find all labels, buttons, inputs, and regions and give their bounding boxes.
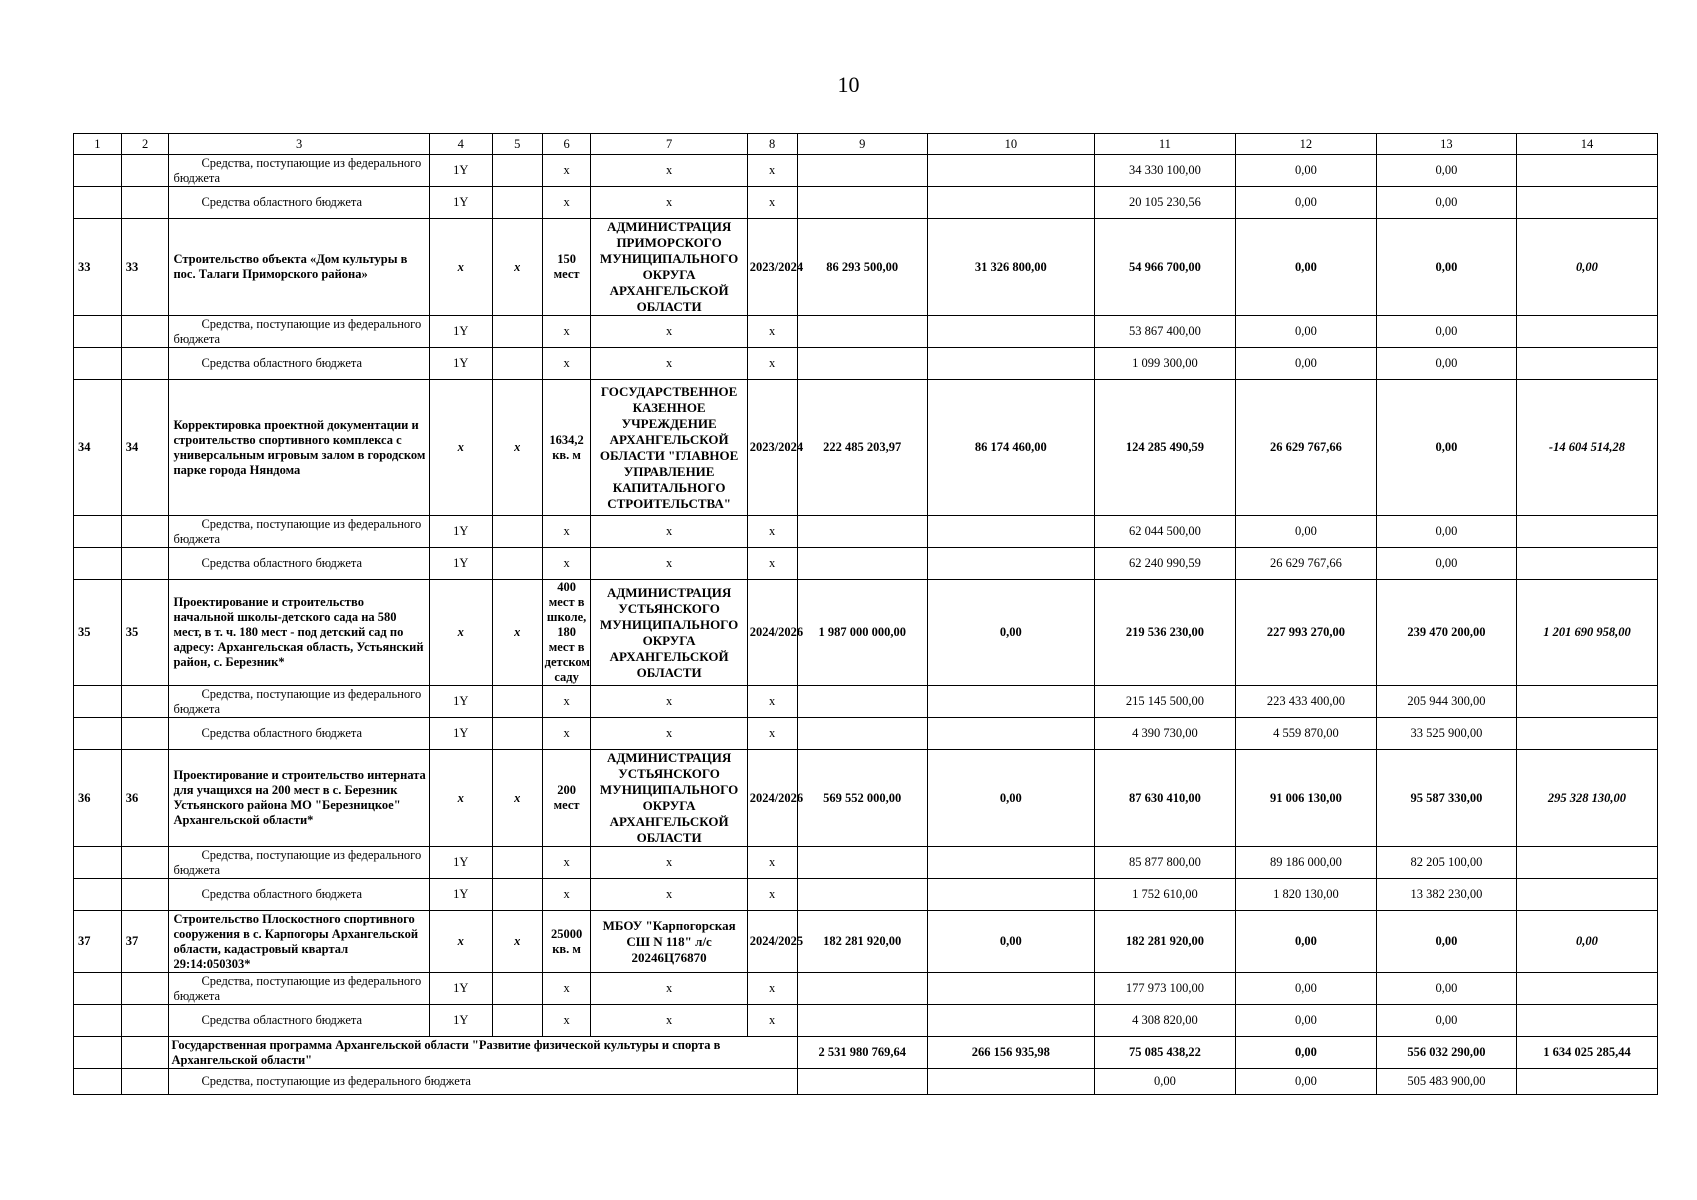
header-cell: 12 <box>1235 134 1376 155</box>
x-mark: x <box>591 548 747 580</box>
value-cell: 86 293 500,00 <box>797 219 927 316</box>
header-cell: 8 <box>747 134 797 155</box>
program-total-row <box>74 1037 1658 1069</box>
x-mark: x <box>747 879 797 911</box>
row-label <box>169 187 429 219</box>
x-mark: x <box>429 911 492 973</box>
period-cell: 2024/2026 <box>747 750 797 847</box>
capacity-cell: 1634,2 кв. м <box>542 380 591 516</box>
period-cell: 2023/2024 <box>747 219 797 316</box>
value-cell: 0,00 <box>927 911 1094 973</box>
value-cell: 4 559 870,00 <box>1235 718 1376 750</box>
value-cell: 0,00 <box>1235 1037 1376 1069</box>
x-mark: x <box>591 973 747 1005</box>
federal-funds-row <box>74 316 1658 348</box>
row-number: 33 <box>74 219 122 316</box>
row-number: 36 <box>74 750 122 847</box>
organization-cell: АДМИНИСТРАЦИЯ УСТЬЯНСКОГО МУНИЦИПАЛЬНОГО ОКРУГА АРХАНГЕЛЬСКОЙ ОБЛАСТИ <box>591 580 747 686</box>
x-mark: x <box>747 718 797 750</box>
value-cell: 205 944 300,00 <box>1376 686 1516 718</box>
value-cell: 53 867 400,00 <box>1094 316 1235 348</box>
value-cell: 62 240 990,59 <box>1094 548 1235 580</box>
federal-funds-row <box>74 847 1658 879</box>
x-mark: x <box>747 847 797 879</box>
row-label-text: Средства областного бюджета <box>201 556 363 570</box>
row-label <box>169 516 429 548</box>
value-cell: 89 186 000,00 <box>1235 847 1376 879</box>
x-mark: x <box>542 155 591 187</box>
x-mark: x <box>542 686 591 718</box>
x-mark: x <box>542 879 591 911</box>
row-label <box>169 316 429 348</box>
value-cell: 95 587 330,00 <box>1376 750 1516 847</box>
row-label <box>169 548 429 580</box>
value-cell: 0,00 <box>1094 1069 1235 1095</box>
x-mark: x <box>591 1005 747 1037</box>
x-mark: x <box>747 516 797 548</box>
value-cell: 87 630 410,00 <box>1094 750 1235 847</box>
value-cell: 222 485 203,97 <box>797 380 927 516</box>
x-mark: x <box>429 380 492 516</box>
value-cell: 0,00 <box>1235 348 1376 380</box>
x-mark: x <box>591 516 747 548</box>
value-cell: 0,00 <box>1376 911 1516 973</box>
row-number: 37 <box>121 911 169 973</box>
value-cell: 26 629 767,66 <box>1235 380 1376 516</box>
investment-table <box>73 133 1658 1095</box>
x-mark: x <box>429 580 492 686</box>
header-cell: 3 <box>169 134 429 155</box>
row-label: Средства, поступающие из федерального бюджета <box>169 1069 797 1095</box>
value-cell: 1 987 000 000,00 <box>797 580 927 686</box>
header-cell: 13 <box>1376 134 1516 155</box>
object-name: Проектирование и строительство начальной школы-детского сада на 580 мест, в т. ч. 180 мест - под детский сад по адресу: Архангельская область, Устьянский район, с. Березник* <box>169 580 429 686</box>
organization-cell: МБОУ "Карпогорская СШ N 118" л/с 20246Ц76870 <box>591 911 747 973</box>
x-mark: x <box>542 548 591 580</box>
row-number: 37 <box>74 911 122 973</box>
x-mark: x <box>492 911 542 973</box>
row-label-text: Средства, поступающие из федерального бюджета <box>173 847 422 877</box>
x-mark: x <box>429 750 492 847</box>
code-cell: 1Y <box>429 348 492 380</box>
value-cell: 4 390 730,00 <box>1094 718 1235 750</box>
header-cell: 9 <box>797 134 927 155</box>
value-cell: 2 531 980 769,64 <box>797 1037 927 1069</box>
value-cell: 0,00 <box>1516 911 1657 973</box>
regional-funds-row <box>74 348 1658 380</box>
value-cell: -14 604 514,28 <box>1516 380 1657 516</box>
value-cell: 0,00 <box>1235 516 1376 548</box>
row-label-text: Средства, поступающие из федерального бюджета <box>173 155 422 185</box>
row-label-text: Средства, поступающие из федерального бюджета <box>173 973 422 1003</box>
value-cell: 266 156 935,98 <box>927 1037 1094 1069</box>
program-name: Государственная программа Архангельской области "Развитие физической культуры и спорта в Архангельской области" <box>169 1037 797 1069</box>
value-cell: 34 330 100,00 <box>1094 155 1235 187</box>
value-cell: 0,00 <box>1376 548 1516 580</box>
value-cell: 0,00 <box>1376 316 1516 348</box>
object-row <box>74 219 1658 316</box>
code-cell: 1Y <box>429 847 492 879</box>
code-cell: 1Y <box>429 686 492 718</box>
capacity-cell: 150 мест <box>542 219 591 316</box>
value-cell: 295 328 130,00 <box>1516 750 1657 847</box>
x-mark: x <box>542 973 591 1005</box>
x-mark: x <box>542 516 591 548</box>
x-mark: x <box>747 187 797 219</box>
value-cell: 75 085 438,22 <box>1094 1037 1235 1069</box>
value-cell: 227 993 270,00 <box>1235 580 1376 686</box>
value-cell: 0,00 <box>1376 348 1516 380</box>
x-mark: x <box>747 686 797 718</box>
value-cell: 0,00 <box>927 750 1094 847</box>
row-label <box>169 686 429 718</box>
x-mark: x <box>591 718 747 750</box>
x-mark: x <box>747 348 797 380</box>
x-mark: x <box>492 380 542 516</box>
code-cell: 1Y <box>429 548 492 580</box>
x-mark: x <box>591 348 747 380</box>
row-label-text: Средства, поступающие из федерального бюджета <box>173 316 422 346</box>
header-row <box>74 134 1658 155</box>
row-label-text: Средства, поступающие из федерального бюджета <box>173 686 422 716</box>
header-cell: 1 <box>74 134 122 155</box>
value-cell: 0,00 <box>1376 219 1516 316</box>
header-cell: 14 <box>1516 134 1657 155</box>
code-cell: 1Y <box>429 879 492 911</box>
x-mark: x <box>747 973 797 1005</box>
x-mark: x <box>747 1005 797 1037</box>
object-name: Строительство объекта «Дом культуры в пос. Талаги Приморского района» <box>169 219 429 316</box>
object-row <box>74 580 1658 686</box>
object-row <box>74 911 1658 973</box>
value-cell: 31 326 800,00 <box>927 219 1094 316</box>
row-label-text: Средства, поступающие из федерального бюджета <box>173 516 422 546</box>
row-label <box>169 155 429 187</box>
header-cell: 4 <box>429 134 492 155</box>
row-label-text: Средства областного бюджета <box>201 195 363 209</box>
object-name: Строительство Плоскостного спортивного сооружения в с. Карпогоры Архангельской области, кадастровый квартал 29:14:050303* <box>169 911 429 973</box>
row-number: 36 <box>121 750 169 847</box>
row-label <box>169 847 429 879</box>
value-cell: 1 201 690 958,00 <box>1516 580 1657 686</box>
value-cell: 0,00 <box>1235 1005 1376 1037</box>
row-label-text: Средства областного бюджета <box>201 356 363 370</box>
value-cell: 13 382 230,00 <box>1376 879 1516 911</box>
value-cell: 54 966 700,00 <box>1094 219 1235 316</box>
header-cell: 5 <box>492 134 542 155</box>
row-label-text: Средства областного бюджета <box>201 887 363 901</box>
object-row <box>74 750 1658 847</box>
x-mark: x <box>591 847 747 879</box>
value-cell: 0,00 <box>1376 1005 1516 1037</box>
x-mark: x <box>747 155 797 187</box>
value-cell: 1 099 300,00 <box>1094 348 1235 380</box>
code-cell: 1Y <box>429 718 492 750</box>
value-cell: 239 470 200,00 <box>1376 580 1516 686</box>
header-cell: 6 <box>542 134 591 155</box>
object-name: Корректировка проектной документации и строительство спортивного комплекса с универсальным игровым залом в городском парке города Няндома <box>169 380 429 516</box>
regional-funds-row <box>74 718 1658 750</box>
row-number: 35 <box>74 580 122 686</box>
period-cell: 2024/2025 <box>747 911 797 973</box>
header-cell: 7 <box>591 134 747 155</box>
value-cell: 0,00 <box>1376 516 1516 548</box>
value-cell: 0,00 <box>1235 973 1376 1005</box>
x-mark: x <box>591 879 747 911</box>
federal-funds-row <box>74 155 1658 187</box>
x-mark: x <box>542 847 591 879</box>
x-mark: x <box>591 155 747 187</box>
value-cell: 0,00 <box>1376 973 1516 1005</box>
value-cell: 33 525 900,00 <box>1376 718 1516 750</box>
x-mark: x <box>591 316 747 348</box>
value-cell: 0,00 <box>1235 155 1376 187</box>
x-mark: x <box>542 316 591 348</box>
x-mark: x <box>747 316 797 348</box>
value-cell: 0,00 <box>1235 911 1376 973</box>
x-mark: x <box>542 1005 591 1037</box>
value-cell: 177 973 100,00 <box>1094 973 1235 1005</box>
value-cell: 0,00 <box>1376 380 1516 516</box>
row-number: 34 <box>74 380 122 516</box>
value-cell: 219 536 230,00 <box>1094 580 1235 686</box>
x-mark: x <box>492 219 542 316</box>
value-cell: 0,00 <box>1376 155 1516 187</box>
row-label <box>169 348 429 380</box>
row-label <box>169 973 429 1005</box>
x-mark: x <box>492 580 542 686</box>
object-row <box>74 380 1658 516</box>
regional-funds-row <box>74 187 1658 219</box>
x-mark: x <box>492 750 542 847</box>
period-cell: 2024/2026 <box>747 580 797 686</box>
value-cell: 91 006 130,00 <box>1235 750 1376 847</box>
value-cell: 182 281 920,00 <box>1094 911 1235 973</box>
code-cell: 1Y <box>429 155 492 187</box>
table-body <box>74 134 1658 1095</box>
object-name: Проектирование и строительство интерната для учащихся на 200 мест в с. Березник Устьянского района МО "Березницкое" Архангельской области* <box>169 750 429 847</box>
code-cell: 1Y <box>429 516 492 548</box>
federal-funds-row <box>74 686 1658 718</box>
x-mark: x <box>591 686 747 718</box>
x-mark: x <box>747 548 797 580</box>
row-number: 33 <box>121 219 169 316</box>
organization-cell: АДМИНИСТРАЦИЯ УСТЬЯНСКОГО МУНИЦИПАЛЬНОГО ОКРУГА АРХАНГЕЛЬСКОЙ ОБЛАСТИ <box>591 750 747 847</box>
value-cell: 1 634 025 285,44 <box>1516 1037 1657 1069</box>
value-cell: 505 483 900,00 <box>1376 1069 1516 1095</box>
value-cell: 4 308 820,00 <box>1094 1005 1235 1037</box>
row-label-text: Средства областного бюджета <box>201 726 363 740</box>
value-cell: 0,00 <box>1235 219 1376 316</box>
x-mark: x <box>429 219 492 316</box>
value-cell: 0,00 <box>1235 1069 1376 1095</box>
value-cell: 1 752 610,00 <box>1094 879 1235 911</box>
value-cell: 182 281 920,00 <box>797 911 927 973</box>
regional-funds-row <box>74 548 1658 580</box>
capacity-cell: 400 мест в школе, 180 мест в детском саду <box>542 580 591 686</box>
code-cell: 1Y <box>429 1005 492 1037</box>
header-cell: 10 <box>927 134 1094 155</box>
code-cell: 1Y <box>429 187 492 219</box>
value-cell: 124 285 490,59 <box>1094 380 1235 516</box>
row-label-text: Средства областного бюджета <box>201 1013 363 1027</box>
value-cell: 85 877 800,00 <box>1094 847 1235 879</box>
capacity-cell: 25000 кв. м <box>542 911 591 973</box>
value-cell: 0,00 <box>1376 187 1516 219</box>
value-cell: 215 145 500,00 <box>1094 686 1235 718</box>
row-label <box>169 718 429 750</box>
regional-funds-row <box>74 1005 1658 1037</box>
x-mark: x <box>542 187 591 219</box>
value-cell: 0,00 <box>1516 219 1657 316</box>
value-cell: 82 205 100,00 <box>1376 847 1516 879</box>
x-mark: x <box>591 187 747 219</box>
period-cell: 2023/2024 <box>747 380 797 516</box>
federal-funds-row <box>74 973 1658 1005</box>
code-cell: 1Y <box>429 973 492 1005</box>
value-cell: 0,00 <box>927 580 1094 686</box>
value-cell: 20 105 230,56 <box>1094 187 1235 219</box>
row-number: 34 <box>121 380 169 516</box>
value-cell: 86 174 460,00 <box>927 380 1094 516</box>
row-label <box>169 879 429 911</box>
value-cell: 62 044 500,00 <box>1094 516 1235 548</box>
regional-funds-row <box>74 879 1658 911</box>
value-cell: 1 820 130,00 <box>1235 879 1376 911</box>
page-number: 10 <box>837 72 860 97</box>
value-cell: 556 032 290,00 <box>1376 1037 1516 1069</box>
value-cell: 0,00 <box>1235 316 1376 348</box>
organization-cell: ГОСУДАРСТВЕННОЕ КАЗЕННОЕ УЧРЕЖДЕНИЕ АРХАНГЕЛЬСКОЙ ОБЛАСТИ "ГЛАВНОЕ УПРАВЛЕНИЕ КАПИТАЛЬНОГО СТРОИТЕЛЬСТВА" <box>591 380 747 516</box>
x-mark: x <box>542 348 591 380</box>
row-number: 35 <box>121 580 169 686</box>
federal-funds-row <box>74 516 1658 548</box>
code-cell: 1Y <box>429 316 492 348</box>
capacity-cell: 200 мест <box>542 750 591 847</box>
header-cell: 2 <box>121 134 169 155</box>
organization-cell: АДМИНИСТРАЦИЯ ПРИМОРСКОГО МУНИЦИПАЛЬНОГО ОКРУГА АРХАНГЕЛЬСКОЙ ОБЛАСТИ <box>591 219 747 316</box>
value-cell: 569 552 000,00 <box>797 750 927 847</box>
row-label <box>169 1005 429 1037</box>
value-cell: 26 629 767,66 <box>1235 548 1376 580</box>
header-cell: 11 <box>1094 134 1235 155</box>
value-cell: 0,00 <box>1235 187 1376 219</box>
program-federal-row <box>74 1069 1658 1095</box>
value-cell: 223 433 400,00 <box>1235 686 1376 718</box>
x-mark: x <box>542 718 591 750</box>
